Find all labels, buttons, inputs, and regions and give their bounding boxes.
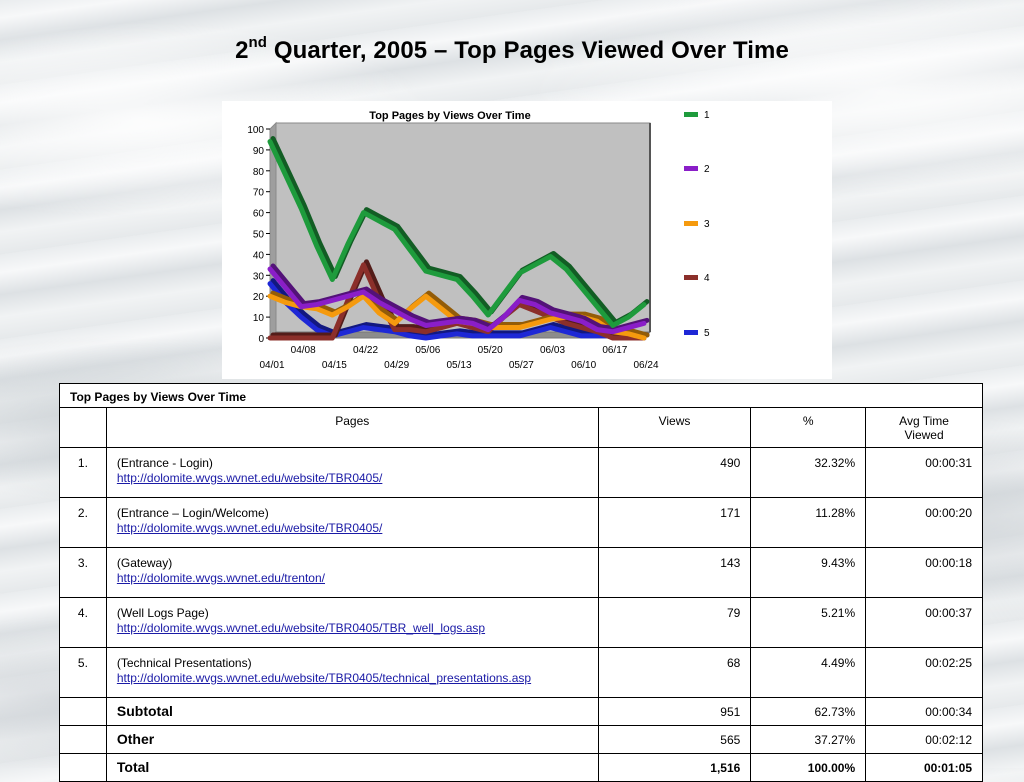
y-tick-label: 100 bbox=[247, 125, 264, 136]
row-number bbox=[60, 726, 107, 754]
legend-swatch-4 bbox=[684, 275, 698, 280]
header-percent: % bbox=[751, 408, 866, 448]
header-avg-time: Avg Time Viewed bbox=[866, 408, 983, 448]
legend-swatch-1 bbox=[684, 112, 698, 117]
chart-panel bbox=[222, 101, 832, 379]
table-row bbox=[60, 598, 983, 648]
avg-time-cell: 00:00:34 bbox=[866, 698, 983, 726]
legend-label-1: 1 bbox=[704, 110, 710, 121]
x-tick-label: 05/20 bbox=[477, 345, 503, 356]
page-link[interactable]: http://dolomite.wvgs.wvnet.edu/website/TBR0405/ bbox=[116, 471, 383, 485]
percent-cell: 32.32% bbox=[751, 448, 866, 498]
page-name: (Entrance – Login/Welcome) bbox=[116, 506, 269, 520]
percent-cell: 5.21% bbox=[751, 598, 866, 648]
row-number: 1. bbox=[60, 448, 107, 498]
stats-table bbox=[59, 383, 983, 782]
percent-cell: 37.27% bbox=[751, 726, 866, 754]
page-name: (Well Logs Page) bbox=[116, 606, 209, 620]
other-label: Other bbox=[106, 726, 598, 754]
y-tick-label: 60 bbox=[252, 208, 264, 220]
x-tick-label: 06/24 bbox=[633, 360, 659, 371]
page-cell bbox=[106, 548, 598, 598]
x-tick-label: 05/27 bbox=[508, 360, 534, 371]
table-row bbox=[60, 648, 983, 698]
page-cell bbox=[106, 448, 598, 498]
header-blank bbox=[60, 408, 107, 448]
page-link[interactable]: http://dolomite.wvgs.wvnet.edu/trenton/ bbox=[116, 571, 325, 585]
table-row bbox=[60, 498, 983, 548]
legend-swatch-3 bbox=[684, 221, 698, 226]
page-cell bbox=[106, 598, 598, 648]
page-link[interactable]: http://dolomite.wvgs.wvnet.edu/website/TBR0405/ bbox=[116, 521, 383, 535]
percent-cell: 4.49% bbox=[751, 648, 866, 698]
row-number bbox=[60, 698, 107, 726]
avg-time-cell: 00:00:31 bbox=[866, 448, 983, 498]
y-tick-label: 10 bbox=[252, 313, 264, 325]
x-tick-label: 06/17 bbox=[602, 345, 628, 356]
views-cell: 68 bbox=[598, 648, 751, 698]
page-link[interactable]: http://dolomite.wvgs.wvnet.edu/website/TBR0405/TBR_well_logs.asp bbox=[116, 621, 486, 635]
avg-time-cell: 00:02:12 bbox=[866, 726, 983, 754]
page-name: (Technical Presentations) bbox=[116, 656, 252, 670]
header-pages: Pages bbox=[106, 408, 598, 448]
row-number: 2. bbox=[60, 498, 107, 548]
legend-label-3: 3 bbox=[704, 219, 710, 230]
y-tick-label: 40 bbox=[252, 250, 264, 262]
y-tick-label: 20 bbox=[252, 292, 264, 304]
views-cell: 143 bbox=[598, 548, 751, 598]
percent-cell: 100.00% bbox=[751, 754, 866, 782]
page-cell bbox=[106, 648, 598, 698]
page-name: (Gateway) bbox=[116, 556, 173, 570]
avg-time-cell: 00:01:05 bbox=[866, 754, 983, 782]
views-cell: 79 bbox=[598, 598, 751, 648]
table-row bbox=[60, 448, 983, 498]
chart-title: Top Pages by Views Over Time bbox=[369, 110, 531, 122]
table-caption: Top Pages by Views Over Time bbox=[60, 384, 983, 408]
views-cell: 171 bbox=[598, 498, 751, 548]
views-cell: 1,516 bbox=[598, 754, 751, 782]
x-tick-label: 04/22 bbox=[352, 345, 379, 356]
row-number: 3. bbox=[60, 548, 107, 598]
y-tick-label: 0 bbox=[258, 334, 264, 345]
views-cell: 490 bbox=[598, 448, 751, 498]
x-tick-label: 06/03 bbox=[539, 345, 566, 356]
total-label: Total bbox=[106, 754, 598, 782]
x-tick-label: 05/06 bbox=[415, 345, 441, 356]
y-tick-label: 30 bbox=[252, 271, 264, 283]
other-row bbox=[60, 726, 983, 754]
y-tick-label: 70 bbox=[252, 187, 264, 199]
row-number: 4. bbox=[60, 598, 107, 648]
avg-time-cell: 00:00:20 bbox=[866, 498, 983, 548]
subtotal-label: Subtotal bbox=[106, 698, 598, 726]
x-tick-label: 05/13 bbox=[446, 360, 472, 371]
legend-label-4: 4 bbox=[704, 273, 710, 284]
y-tick-label: 80 bbox=[252, 166, 264, 178]
x-tick-label: 04/29 bbox=[384, 360, 410, 371]
legend-swatch-5 bbox=[684, 330, 698, 335]
x-tick-label: 06/10 bbox=[571, 360, 597, 371]
views-cell: 565 bbox=[598, 726, 751, 754]
avg-time-cell: 00:00:18 bbox=[866, 548, 983, 598]
avg-time-cell: 00:00:37 bbox=[866, 598, 983, 648]
page-cell bbox=[106, 498, 598, 548]
percent-cell: 9.43% bbox=[751, 548, 866, 598]
table-row bbox=[60, 548, 983, 598]
line-chart bbox=[222, 101, 832, 379]
x-tick-label: 04/08 bbox=[290, 345, 316, 356]
percent-cell: 62.73% bbox=[751, 698, 866, 726]
views-cell: 951 bbox=[598, 698, 751, 726]
legend-label-5: 5 bbox=[704, 328, 710, 339]
page-name: (Entrance - Login) bbox=[116, 456, 213, 470]
subtotal-row bbox=[60, 698, 983, 726]
header-views: Views bbox=[598, 408, 751, 448]
legend-swatch-2 bbox=[684, 166, 698, 171]
slide-title: 2nd Quarter, 2005 – Top Pages Viewed Over Time bbox=[235, 34, 789, 64]
percent-cell: 11.28% bbox=[751, 498, 866, 548]
row-number: 5. bbox=[60, 648, 107, 698]
avg-time-cell: 00:02:25 bbox=[866, 648, 983, 698]
page-link[interactable]: http://dolomite.wvgs.wvnet.edu/website/TBR0405/technical_presentations.asp bbox=[116, 671, 532, 685]
x-tick-label: 04/15 bbox=[321, 360, 347, 371]
y-tick-label: 50 bbox=[252, 229, 264, 241]
y-tick-label: 90 bbox=[252, 145, 264, 157]
x-tick-label: 04/01 bbox=[259, 360, 285, 371]
legend-label-2: 2 bbox=[704, 164, 710, 175]
